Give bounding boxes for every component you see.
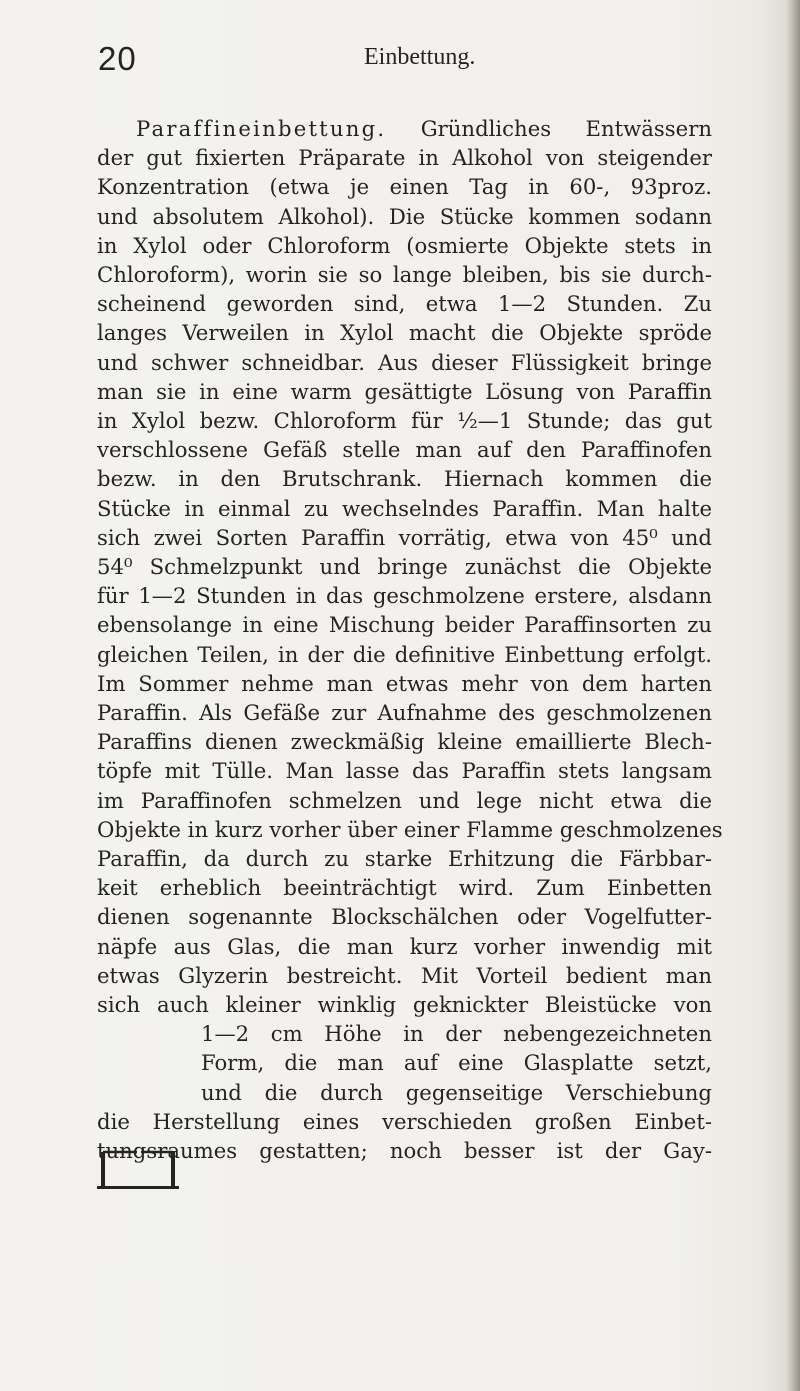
text-line: für 1—2 Stunden in das geschmolzene erstere, alsdann <box>97 583 712 609</box>
text-line: Konzentration (etwa je einen Tag in 60-, 93proz. <box>97 174 712 200</box>
text-line: die Herstellung eines verschieden großen Einbet- <box>97 1108 712 1134</box>
text-line: Objekte in kurz vorher über einer Flamme geschmolzenes <box>97 816 723 842</box>
text-line-indented: Form, die man auf eine Glasplatte setzt, <box>201 1050 712 1076</box>
text-line: und schwer schneidbar. Aus dieser Flüssigkeit bringe <box>97 349 712 375</box>
text-line: bezw. in den Brutschrank. Hiernach kommen die <box>97 466 712 492</box>
text-line: sich zwei Sorten Paraffin vorrätig, etwa von 45⁰ und <box>97 524 712 550</box>
text-line: langes Verweilen in Xylol macht die Objekte spröde <box>97 320 712 346</box>
text-line: Paraffin. Als Gefäße zur Aufnahme des geschmolzenen <box>97 700 712 725</box>
section-heading: Paraffineinbettung. <box>136 116 387 141</box>
text-line: der gut fixierten Präparate in Alkohol von steigender <box>97 145 712 171</box>
text-line: tungsraumes gestatten; noch besser ist der Gay- <box>97 1138 712 1163</box>
text-line: näpfe aus Glas, die man kurz vorher inwendig mit <box>97 933 712 959</box>
text-line: Im Sommer nehme man etwas mehr von dem harten <box>97 670 712 696</box>
text-line: dienen sogenannte Blockschälchen oder Vogelfutter- <box>97 904 712 930</box>
text-line <box>136 114 712 143</box>
text-line: scheinend geworden sind, etwa 1—2 Stunden. Zu <box>97 291 712 317</box>
text-line: gleichen Teilen, in der die definitive Einbettung erfolgt. <box>97 641 712 667</box>
text-line: in Xylol bezw. Chloroform für ½—1 Stunde; das gut <box>97 408 712 433</box>
text-line: man sie in eine warm gesättigte Lösung von Paraffin <box>97 378 712 404</box>
text-line: Paraffin, da durch zu starke Erhitzung die Färbbar- <box>97 846 712 871</box>
text-line: sich auch kleiner winklig geknickter Bleistücke von <box>97 992 712 1017</box>
text-line: und absolutem Alkohol). Die Stücke kommen sodann <box>97 203 712 229</box>
text-line: ebensolange in eine Mischung beider Paraffinsorten zu <box>97 612 712 638</box>
text-line: verschlossene Gefäß stelle man auf den Paraffinofen <box>97 437 712 463</box>
text-line-rest: Gründliches Entwässern <box>420 116 712 141</box>
text-line: Chloroform), worin sie so lange bleiben, bis sie durch- <box>97 262 712 287</box>
text-line: im Paraffinofen schmelzen und lege nicht etwa die <box>97 787 712 813</box>
page-edge-shadow <box>786 0 800 1391</box>
text-line: Stücke in einmal zu wechselndes Paraffin. Man halte <box>97 495 712 521</box>
running-title: Einbettung. <box>364 44 476 70</box>
text-line: 54⁰ Schmelzpunkt und bringe zunächst die Objekte <box>97 554 712 579</box>
text-line: Paraffins dienen zweckmäßig kleine emaillierte Blech- <box>97 729 712 755</box>
text-line: keit erheblich beeinträchtigt wird. Zum Einbetten <box>97 875 712 901</box>
text-line-indented: und die durch gegenseitige Verschiebung <box>201 1079 712 1105</box>
text-line-indented: 1—2 cm Höhe in der nebengezeichneten <box>201 1021 712 1047</box>
text-line: in Xylol oder Chloroform (osmierte Objekte stets in <box>97 232 712 258</box>
text-line: etwas Glyzerin bestreicht. Mit Vorteil bedient man <box>97 962 712 988</box>
page-number: 20 <box>98 40 137 77</box>
text-line: töpfe mit Tülle. Man lasse das Paraffin stets langsam <box>97 758 712 784</box>
